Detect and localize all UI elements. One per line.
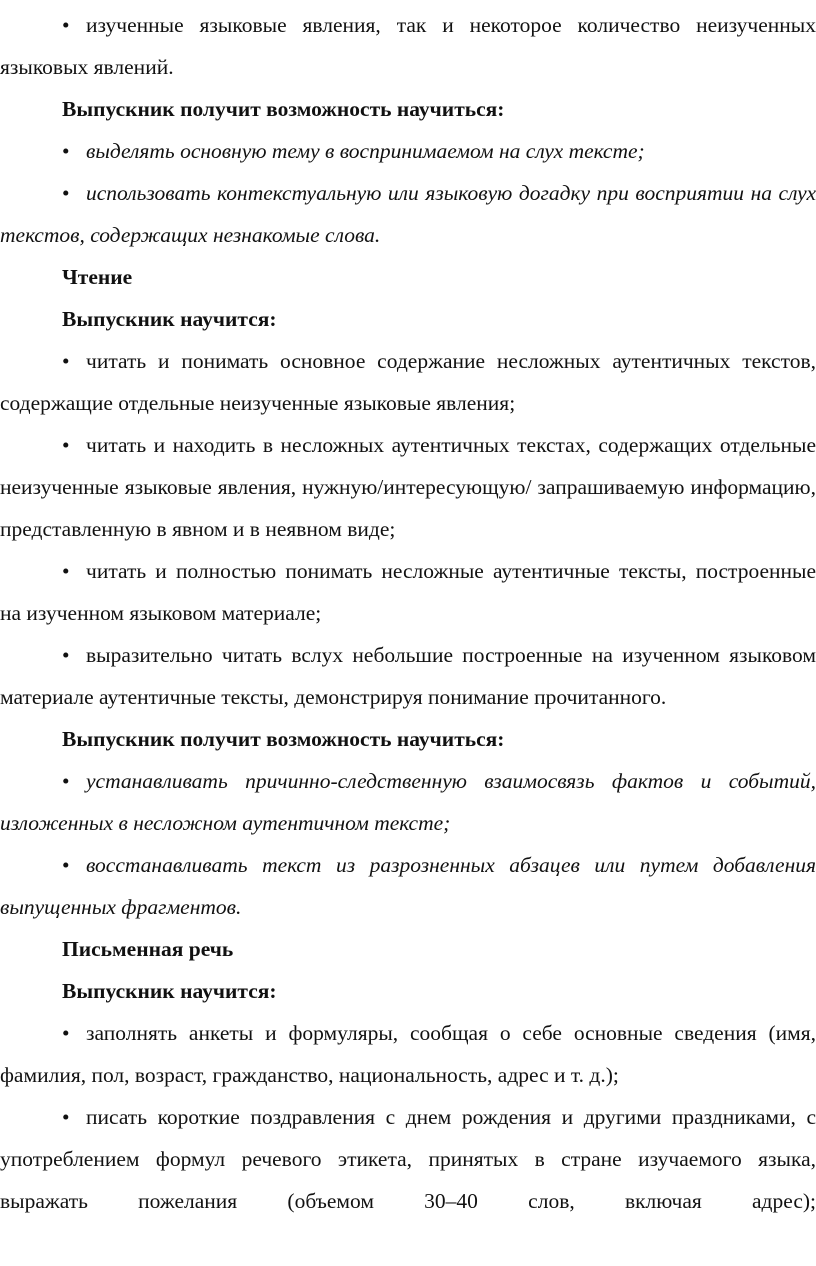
bullet-icon: •: [62, 559, 70, 583]
list-item-text: читать и находить в несложных аутентичных текстах, содержащих отдельные неизученные языковые явления, нужную/интересующую/ запрашиваемую информацию, представленную в явном и в неявном виде;: [0, 433, 816, 541]
bullet-icon: •: [62, 853, 70, 877]
section-heading: Письменная речь: [62, 937, 234, 961]
bullet-icon: •: [62, 13, 70, 37]
section-subheading: Выпускник получит возможность научиться:: [62, 727, 505, 751]
list-item: [0, 424, 816, 550]
list-item: [0, 634, 816, 718]
paragraph-text: изученные языковые явления, так и некоторое количество неизученных языковых явлений.: [0, 13, 816, 79]
list-item: [0, 760, 816, 844]
bullet-icon: •: [62, 1021, 70, 1045]
bullet-icon: •: [62, 769, 70, 793]
list-item-text: восстанавливать текст из разрозненных абзацев или путем добавления выпущенных фрагментов.: [0, 853, 816, 919]
section-heading: Чтение: [62, 265, 133, 289]
bullet-icon: •: [62, 643, 70, 667]
list-item-text: выделять основную тему в воспринимаемом на слух тексте;: [86, 139, 645, 163]
list-item: [0, 844, 816, 928]
section-subheading: Выпускник научится:: [62, 307, 277, 331]
list-item: [0, 1012, 816, 1096]
list-item-text: читать и понимать основное содержание несложных аутентичных текстов, содержащие отдельные неизученные языковые явления;: [0, 349, 816, 415]
list-item-text: писать короткие поздравления с днем рождения и другими праздниками, с употреблением формул речевого этикета, принятых в стране изучаемого языка, выражать пожелания (объемом 30–40 слов, включая адрес);: [0, 1105, 816, 1213]
bullet-icon: •: [62, 1105, 70, 1129]
section-subheading: Выпускник получит возможность научиться:: [62, 97, 505, 121]
bullet-icon: •: [62, 433, 70, 457]
list-item: [0, 1096, 816, 1222]
list-item-text: выразительно читать вслух небольшие построенные на изученном языковом материале аутентичные тексты, демонстрируя понимание прочитанного.: [0, 643, 816, 709]
list-item-text: читать и полностью понимать несложные аутентичные тексты, построенные на изученном языковом материале;: [0, 559, 816, 625]
list-item: [0, 340, 816, 424]
list-item-text: использовать контекстуальную или языковую догадку при восприятии на слух текстов, содержащих незнакомые слова.: [0, 181, 816, 247]
list-item-text: устанавливать причинно-следственную взаимосвязь фактов и событий, изложенных в несложном аутентичном тексте;: [0, 769, 816, 835]
section-subheading: Выпускник научится:: [62, 979, 277, 1003]
bullet-icon: •: [62, 349, 70, 373]
bullet-icon: •: [62, 181, 70, 205]
list-item-continuation: [0, 4, 816, 88]
bullet-icon: •: [62, 139, 70, 163]
list-item: [0, 172, 816, 256]
list-item: [0, 130, 816, 172]
list-item: [0, 550, 816, 634]
list-item-text: заполнять анкеты и формуляры, сообщая о себе основные сведения (имя, фамилия, пол, возраст, гражданство, национальность, адрес и т. д.);: [0, 1021, 816, 1087]
